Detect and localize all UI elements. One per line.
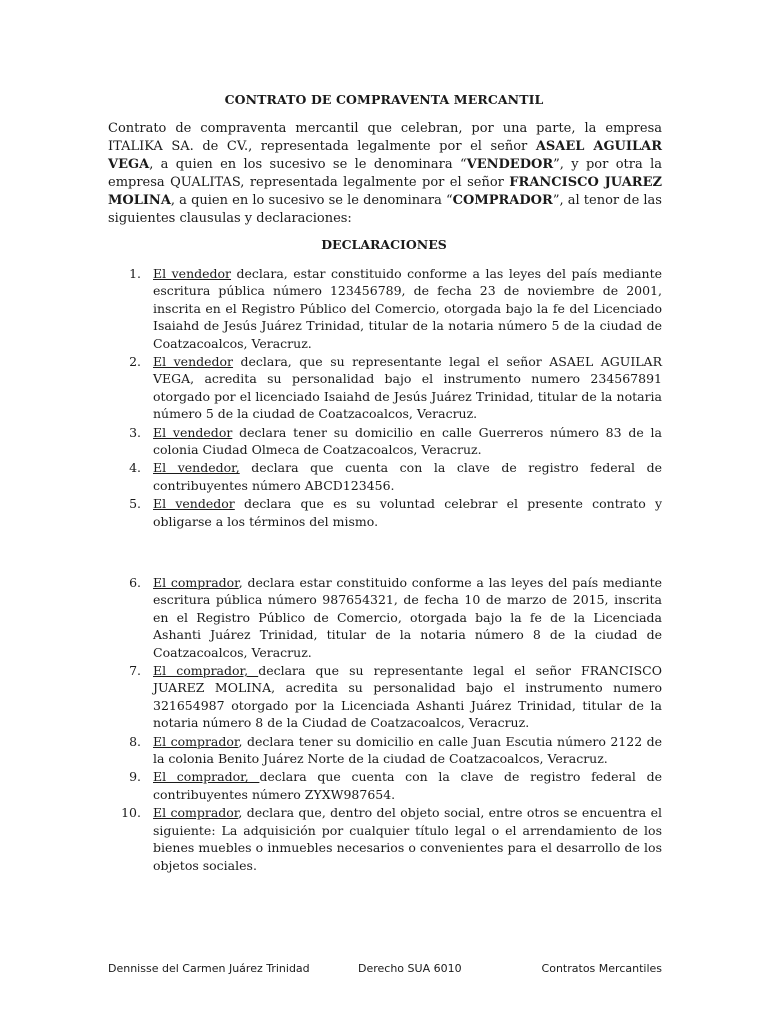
clause-number: 6. <box>129 575 141 590</box>
clause-number: 1. <box>129 266 141 281</box>
clause-text: declara que cuenta con la clave de registro federal de contribuyentes número ABCD123456. <box>153 460 662 493</box>
clause-item <box>108 459 662 494</box>
seller-declarations-list <box>108 265 662 531</box>
intro-text-3: ”, y por otra la empresa QUALITAS, representada legalmente por el señor <box>108 157 662 190</box>
clause-party: El comprador <box>153 575 239 590</box>
seller-representative: ASAEL AGUILAR VEGA <box>108 139 662 172</box>
buyer-term: COMPRADOR <box>452 193 553 208</box>
clause-text: declara que es su voluntad celebrar el presente contrato y obligarse a los términos del mismo. <box>153 496 663 529</box>
buyer-declarations-list <box>108 574 662 875</box>
clause-party: El comprador, <box>153 663 259 679</box>
clause-item <box>108 424 662 459</box>
intro-text-4: , a quien en lo sucesivo se le denominara “ <box>170 193 453 208</box>
clause-text: declara, estar constituido conforme a las leyes del país mediante escritura pública número 123456789, de fecha 23 de noviembre de 2001, inscrita en el Registro Público del Comercio, otorgada bajo la fe del Licenciado Isaiahd de Jesús Juárez Trinidad, titular de la notaria número 5 de la ciudad de Coatzacoalcos, Veracruz. <box>153 266 662 351</box>
intro-text-5: ”, al tenor de las siguientes clausulas y declaraciones: <box>108 193 662 226</box>
clause-party: El vendedor <box>153 496 235 512</box>
intro-paragraph <box>108 120 662 228</box>
clause-party: El vendedor <box>153 266 232 281</box>
intro-text-1: Contrato de compraventa mercantil que celebran, por una parte, la empresa ITALIKA SA. de CV., representada legalmente por el señor <box>108 121 662 154</box>
clause-party: El comprador <box>153 733 239 749</box>
clause-number: 3. <box>129 424 141 440</box>
footer-author: Dennisse del Carmen Juárez Trinidad <box>108 962 310 975</box>
clause-party: El comprador, <box>153 769 260 785</box>
clause-item <box>108 804 662 874</box>
document-title: CONTRATO DE COMPRAVENTA MERCANTIL <box>224 92 544 107</box>
clause-item <box>108 733 662 768</box>
clause-text: , declara estar constituido conforme a las leyes del país mediante escritura pública número 987654321, de fecha 10 de marzo de 2015, inscrita en el Registro Público de Comercio, otorgada bajo la fe de la Licenciada Ashanti Juárez Trinidad, titular de la notaria número 8 de la ciudad de Coatzacoalcos, Veracruz. <box>153 575 662 660</box>
clause-number: 8. <box>129 733 141 749</box>
clause-item <box>108 662 662 732</box>
clause-party: El vendedor <box>153 354 234 370</box>
clause-item <box>108 768 662 803</box>
clause-party: El vendedor <box>153 424 233 440</box>
clause-text: declara tener su domicilio en calle Guerreros número 83 de la colonia Ciudad Olmeca de Coatzacoalcos, Veracruz. <box>153 424 662 458</box>
seller-term: VENDEDOR <box>466 157 554 172</box>
clause-number: 7. <box>129 663 141 679</box>
clause-item <box>108 574 662 661</box>
clause-party: El comprador <box>153 805 239 821</box>
clause-text: declara que cuenta con la clave de registro federal de contribuyentes número ZYXW987654. <box>153 769 662 802</box>
clause-number: 10. <box>121 805 141 821</box>
clause-text: , declara tener su domicilio en calle Juan Escutia número 2122 de la colonia Benito Juárez Norte de la ciudad de Coatzacoalcos, Veracruz. <box>153 733 662 767</box>
clause-text: , declara que, dentro del objeto social, entre otros se encuentra el siguiente: La adquisición por cualquier título legal o el arrendamiento de los bienes muebles o inmuebles necesarios o convenientes para el desarrollo de los objetos sociales. <box>153 805 662 873</box>
clause-number: 9. <box>129 769 141 785</box>
intro-text-2: , a quien en los sucesivo se le denominara “ <box>149 157 467 172</box>
clause-number: 2. <box>129 354 141 370</box>
clause-text: declara, que su representante legal el señor ASAEL AGUILAR VEGA, acredita su personalidad bajo el instrumento numero 234567891 otorgado por el licenciado Isaiahd de Jesús Juárez Trinidad, titular de la notaria número 5 de la ciudad de Coatzacoalcos, Veracruz. <box>153 354 663 422</box>
footer-topic: Contratos Mercantiles <box>541 962 662 975</box>
footer-course: Derecho SUA 6010 <box>358 962 462 975</box>
clause-party: El vendedor, <box>153 460 240 476</box>
buyer-representative: FRANCISCO JUAREZ MOLINA <box>108 175 662 208</box>
clause-number: 5. <box>129 496 141 512</box>
clause-item <box>108 353 662 423</box>
clause-text: declara que su representante legal el señor FRANCISCO JUAREZ MOLINA, acredita su personalidad bajo el instrumento numero 321654987 otorgado por la Licenciada Ashanti Juárez Trinidad, titular de la notaria número 8 de la Ciudad de Coatzacoalcos, Veracruz. <box>153 663 662 731</box>
section-title-declaraciones: DECLARACIONES <box>321 237 447 252</box>
clause-number: 4. <box>129 460 141 476</box>
clause-item <box>108 495 662 530</box>
clause-item <box>108 265 662 352</box>
